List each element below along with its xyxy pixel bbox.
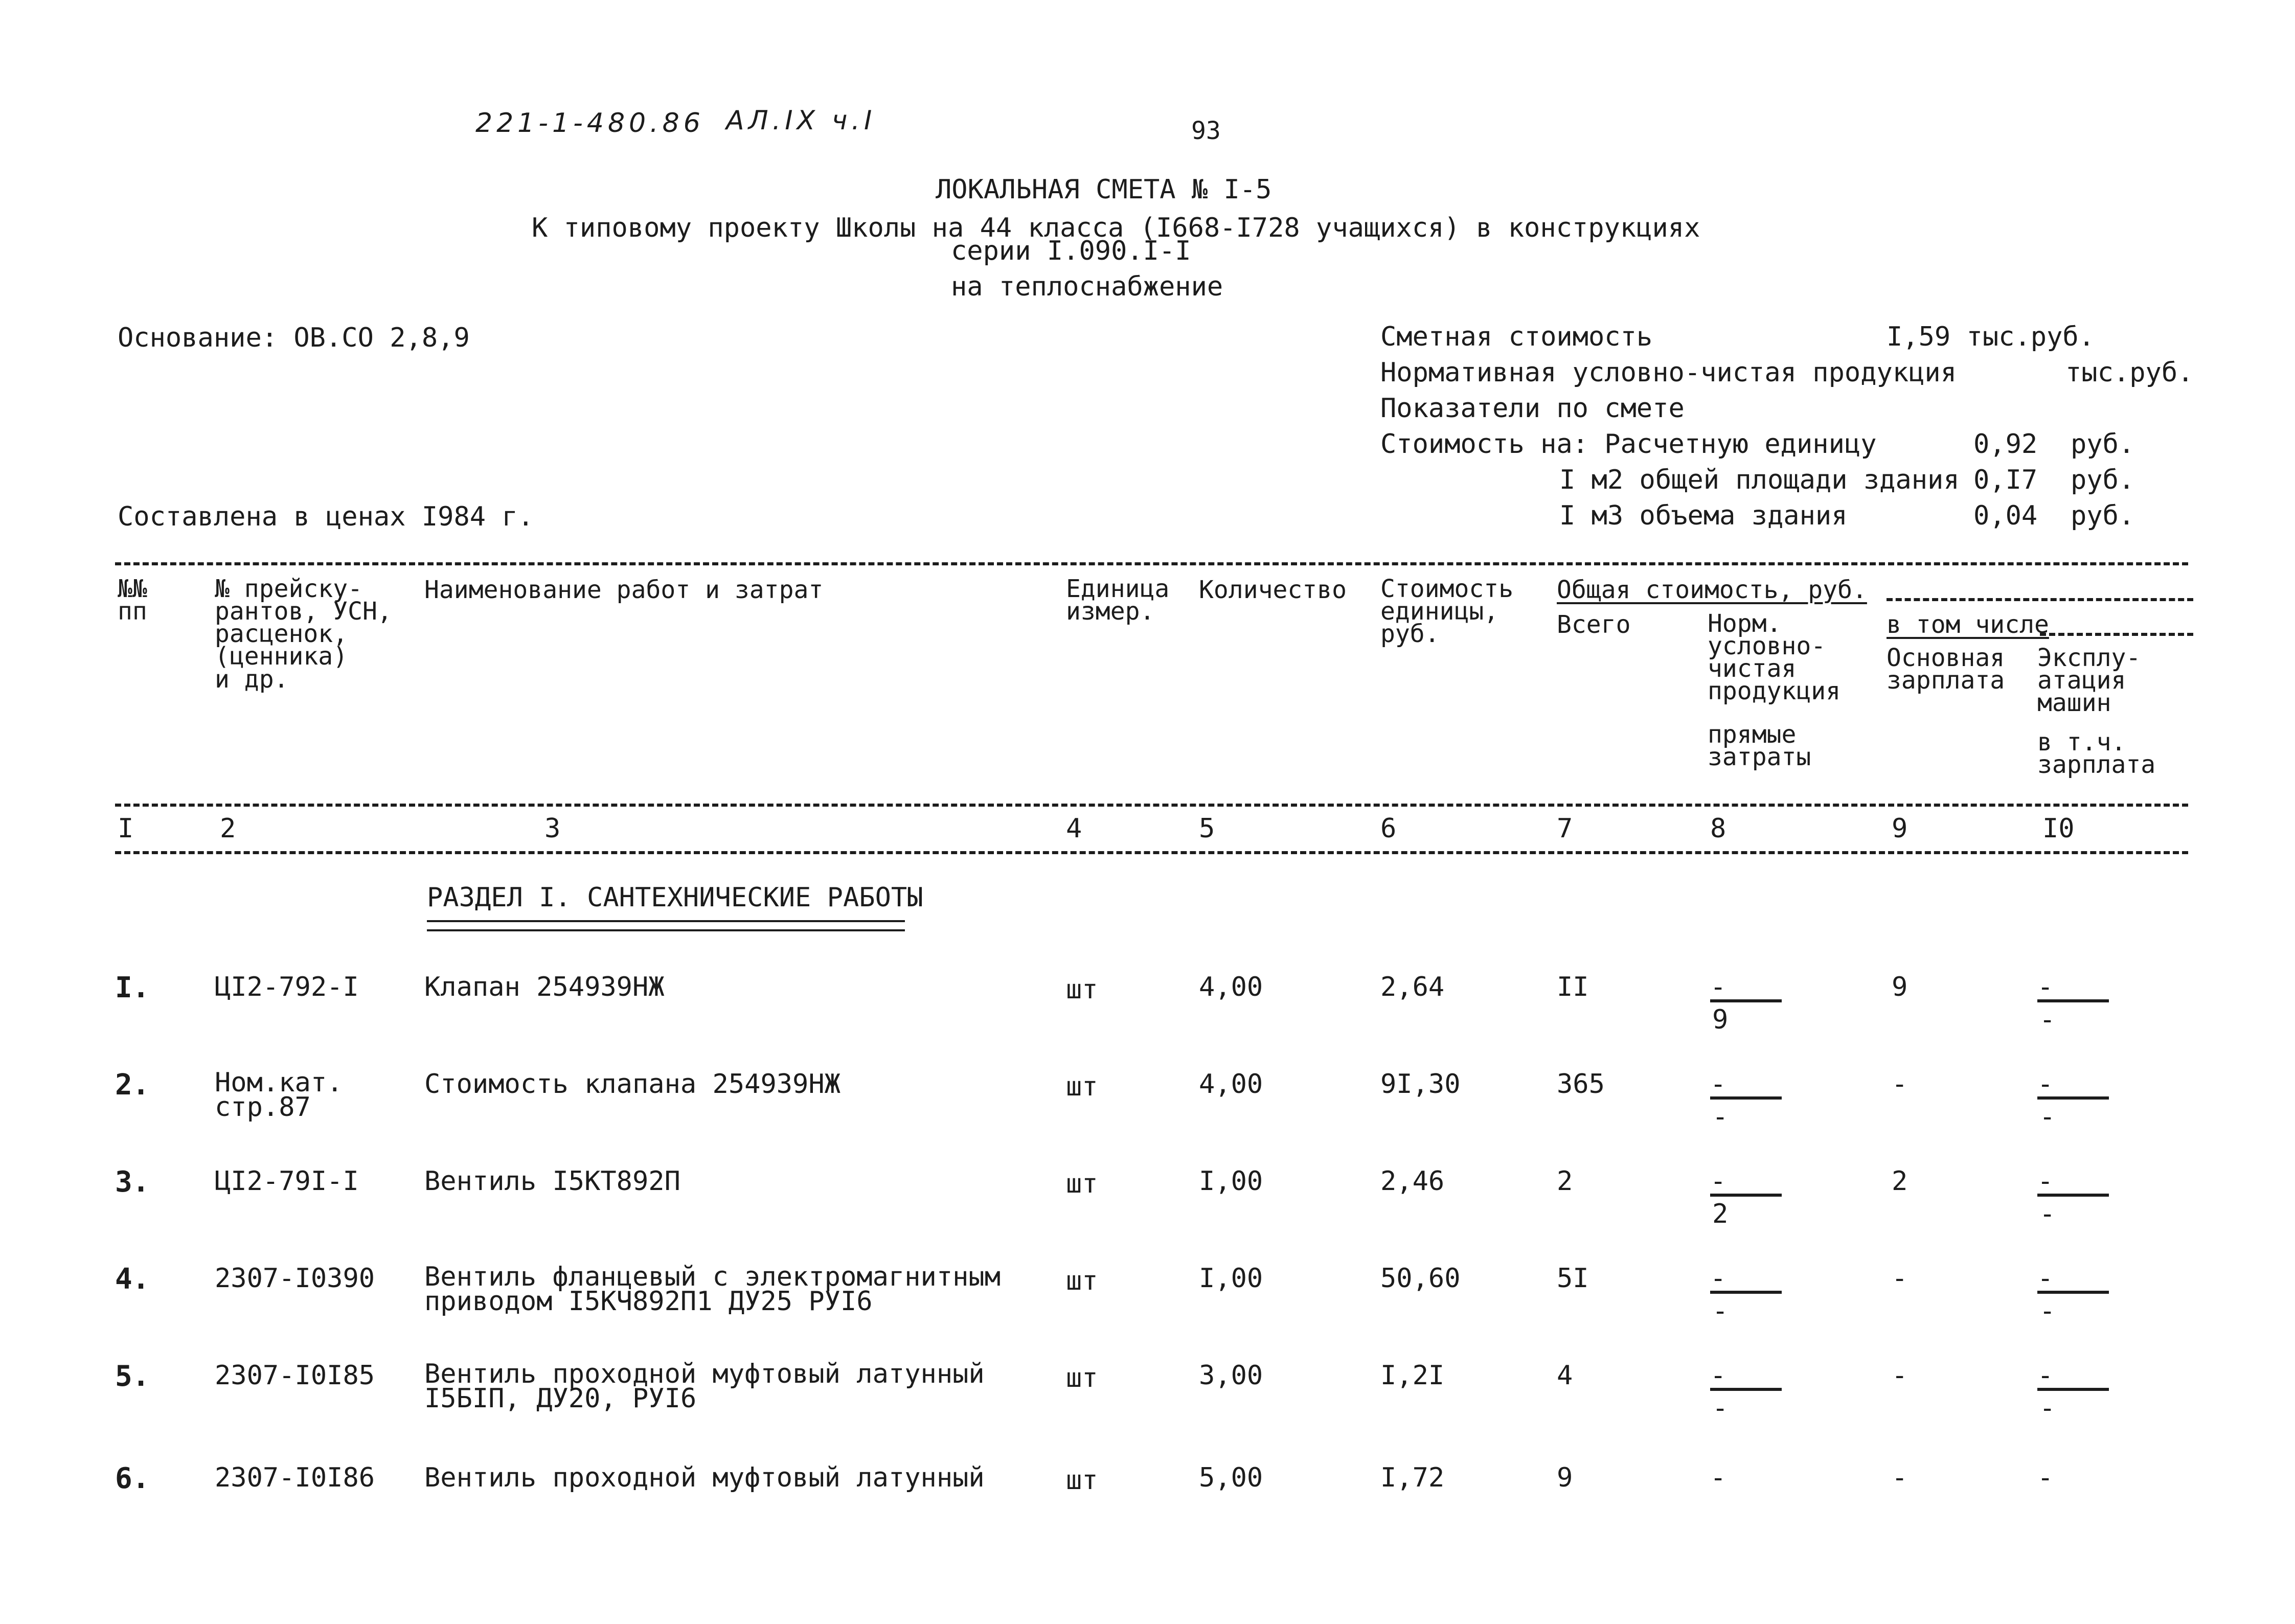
fraction-top: - <box>2037 1069 2054 1100</box>
row-unit: шт <box>1066 1363 1098 1393</box>
column-number: 8 <box>1710 813 1726 844</box>
column-header-name: Наименование работ и затрат <box>424 576 824 604</box>
row-code: ЦI2-792-I <box>215 972 359 1002</box>
cost-per-unit-value: 0,92 <box>1973 429 2038 460</box>
fraction-top: - <box>1710 972 1726 1002</box>
row-base-salary: - <box>1892 1069 1908 1100</box>
row-name: Вентиль фланцевый с электромагнитным приводом I5КЧ892П1 ДУ25 РУI6 <box>424 1262 1001 1317</box>
section-title: РАЗДЕЛ I. САНТЕХНИЧЕСКИЕ РАБОТЫ <box>427 882 923 913</box>
fraction-bottom: - <box>1712 1296 1729 1326</box>
row-base-salary: - <box>1892 1263 1908 1294</box>
row-machine: - <box>2037 1462 2054 1493</box>
album-stamp: АЛ.IX ч.I <box>726 105 876 136</box>
row-unit: шт <box>1066 974 1098 1005</box>
row-normative-fraction <box>1710 1168 1787 1229</box>
row-name: Стоимость клапана 254939НЖ <box>424 1069 840 1100</box>
row-normative-fraction <box>1710 1071 1787 1132</box>
fraction-top: - <box>1710 1263 1726 1294</box>
row-number: 4. <box>115 1263 150 1296</box>
fraction-bar <box>1710 1096 1782 1100</box>
row-total: 9 <box>1557 1462 1573 1493</box>
column-number: 3 <box>544 813 561 844</box>
row-total: 5I <box>1557 1263 1589 1294</box>
row-unit-price: I,72 <box>1380 1462 1445 1493</box>
document-purpose: на теплоснабжение <box>951 271 1223 302</box>
row-unit-price: 50,60 <box>1380 1263 1461 1294</box>
column-header-number: №№ пп <box>118 575 147 626</box>
row-unit: шт <box>1066 1071 1098 1102</box>
fraction-top: - <box>1710 1360 1726 1391</box>
row-name: Вентиль I5КТ892П <box>424 1166 680 1197</box>
normative-production-label: Нормативная условно-чистая продукция <box>1380 357 1957 388</box>
fraction-bar <box>2037 1388 2109 1391</box>
row-base-salary: - <box>1892 1360 1908 1391</box>
column-header-pricelist: № прейску- рантов, УСН, расценок, (ценника) и др. <box>215 575 392 694</box>
section-title-underline <box>427 920 905 931</box>
row-unit-price: I,2I <box>1380 1360 1445 1391</box>
estimated-cost-label: Сметная стоимость <box>1380 322 1653 352</box>
row-name: Вентиль проходной муфтовый латунный I5БIП, ДУ20, РУI6 <box>424 1359 985 1414</box>
estimated-cost-value: I,59 тыс.руб. <box>1887 322 2095 352</box>
row-total: 4 <box>1557 1360 1573 1391</box>
fraction-bottom: - <box>2039 1393 2056 1424</box>
page-number: 93 <box>1191 117 1221 145</box>
row-base-salary: 9 <box>1892 972 1908 1002</box>
column-header-quantity: Количество <box>1199 576 1347 604</box>
row-code: Ном.кат. стр.87 <box>215 1067 343 1123</box>
row-code: 2307-I0390 <box>215 1263 375 1294</box>
fraction-top: - <box>2037 1166 2054 1197</box>
column-header-unit: Единица измер. <box>1066 575 1170 626</box>
column-header-base-salary: Основная зарплата <box>1887 644 2005 695</box>
row-name: Клапан 254939НЖ <box>424 972 665 1002</box>
row-normative-fraction <box>1710 1265 1787 1326</box>
row-number: 6. <box>115 1462 150 1495</box>
row-normative: - <box>1710 1462 1726 1493</box>
column-number: 2 <box>220 813 236 844</box>
row-number: 5. <box>115 1360 150 1393</box>
fraction-bottom: - <box>1712 1393 1729 1424</box>
fraction-top: - <box>2037 972 2054 1002</box>
row-code: 2307-I0I85 <box>215 1360 375 1391</box>
cost-per-m2-label: I м2 общей площади здания <box>1559 465 1960 495</box>
row-machine-fraction <box>2037 1265 2114 1326</box>
row-machine-fraction <box>2037 1071 2114 1132</box>
row-total: 2 <box>1557 1166 1573 1197</box>
table-top-rule <box>115 562 2188 565</box>
row-name: Вентиль проходной муфтовый латунный <box>424 1462 985 1493</box>
row-quantity: 5,00 <box>1199 1462 1263 1493</box>
row-normative-fraction <box>1710 974 1787 1035</box>
cost-per-m3-value: 0,04 <box>1973 500 2038 531</box>
fraction-bar <box>1710 999 1782 1002</box>
row-machine-fraction <box>2037 1168 2114 1229</box>
fraction-top: - <box>1710 1166 1726 1197</box>
fraction-bar <box>2037 1096 2109 1100</box>
document-subtitle: К типовому проекту Школы на 44 класса (I668-I728 учащихся) в конструкциях <box>532 213 1700 243</box>
row-unit: шт <box>1066 1169 1098 1199</box>
row-unit: шт <box>1066 1465 1098 1496</box>
column-header-total: Всего <box>1557 610 1631 639</box>
fraction-bar <box>2037 1194 2109 1197</box>
column-number: 9 <box>1892 813 1908 844</box>
column-header-normative: Норм. условно- чистая продукция <box>1708 609 1841 706</box>
row-code: ЦI2-79I-I <box>215 1166 359 1197</box>
row-unit-price: 2,64 <box>1380 972 1445 1002</box>
cost-per-m2-value: 0,I7 <box>1973 465 2038 495</box>
column-header-machine-operation: Эксплу- атация машин <box>2037 644 2141 718</box>
column-number: I <box>118 813 134 844</box>
column-number: 5 <box>1199 813 1215 844</box>
row-machine-fraction <box>2037 1362 2114 1424</box>
row-normative-fraction <box>1710 1362 1787 1424</box>
fraction-bottom: 9 <box>1712 1004 1729 1035</box>
indicators-label: Показатели по смете <box>1380 393 1685 424</box>
fraction-bottom: - <box>2039 1102 2056 1132</box>
price-year-label: Составлена в ценах I984 г. <box>118 501 534 532</box>
cost-per-m3-currency: руб. <box>2071 500 2135 531</box>
row-quantity: 3,00 <box>1199 1360 1263 1391</box>
fraction-top: - <box>2037 1360 2054 1391</box>
row-number: 2. <box>115 1068 150 1102</box>
fraction-top: - <box>2037 1263 2054 1294</box>
column-number: 7 <box>1557 813 1573 844</box>
row-quantity: I,00 <box>1199 1263 1263 1294</box>
column-number: I0 <box>2042 813 2075 844</box>
row-number: I. <box>115 971 150 1004</box>
row-code: 2307-I0I86 <box>215 1462 375 1493</box>
row-base-salary: 2 <box>1892 1166 1908 1197</box>
fraction-bottom: - <box>1712 1102 1729 1132</box>
cost-per-m3-label: I м3 объема здания <box>1559 500 1848 531</box>
cost-per-unit-currency: руб. <box>2071 429 2135 460</box>
fraction-bar <box>2037 1291 2109 1294</box>
fraction-bar <box>2037 999 2109 1002</box>
header-bottom-rule <box>115 804 2188 807</box>
row-quantity: 4,00 <box>1199 1069 1263 1100</box>
fraction-bottom: - <box>2039 1199 2056 1229</box>
incl-subrule <box>2040 633 2193 636</box>
column-header-direct-costs: прямые затраты <box>1708 720 1811 772</box>
document-title: ЛОКАЛЬНАЯ СМЕТА № I-5 <box>936 174 1272 205</box>
column-numbers-rule <box>115 851 2188 854</box>
row-machine-fraction <box>2037 974 2114 1035</box>
fraction-bar <box>1710 1291 1782 1294</box>
row-quantity: I,00 <box>1199 1166 1263 1197</box>
row-base-salary: - <box>1892 1462 1908 1493</box>
row-total: 365 <box>1557 1069 1605 1100</box>
document-code-stamp: 221-1-480.86 <box>475 108 705 139</box>
fraction-top: - <box>1710 1069 1726 1100</box>
column-number: 6 <box>1380 813 1397 844</box>
column-header-including: в том числе <box>1887 610 2049 639</box>
column-header-total-cost: Общая стоимость, руб. <box>1557 576 1867 604</box>
row-unit-price: 2,46 <box>1380 1166 1445 1197</box>
total-cost-subrule <box>1887 598 2193 601</box>
normative-production-unit: тыс.руб. <box>2065 357 2194 388</box>
column-header-incl-salary: в т.ч. зарплата <box>2037 728 2156 780</box>
fraction-bottom: - <box>2039 1004 2056 1035</box>
row-unit-price: 9I,30 <box>1380 1069 1461 1100</box>
fraction-bottom: - <box>2039 1296 2056 1326</box>
row-total: II <box>1557 972 1589 1002</box>
basis-label: Основание: ОВ.СО 2,8,9 <box>118 323 470 353</box>
row-number: 3. <box>115 1165 150 1199</box>
fraction-bar <box>1710 1388 1782 1391</box>
column-number: 4 <box>1066 813 1082 844</box>
row-quantity: 4,00 <box>1199 972 1263 1002</box>
fraction-bar <box>1710 1194 1782 1197</box>
fraction-bottom: 2 <box>1712 1199 1729 1229</box>
column-header-unit-cost: Стоимость единицы, руб. <box>1380 575 1514 649</box>
cost-per-m2-currency: руб. <box>2071 465 2135 495</box>
row-unit: шт <box>1066 1266 1098 1296</box>
document-series: серии I.090.I-I <box>951 236 1191 266</box>
cost-per-unit-label: Стоимость на: Расчетную единицу <box>1380 429 1877 460</box>
